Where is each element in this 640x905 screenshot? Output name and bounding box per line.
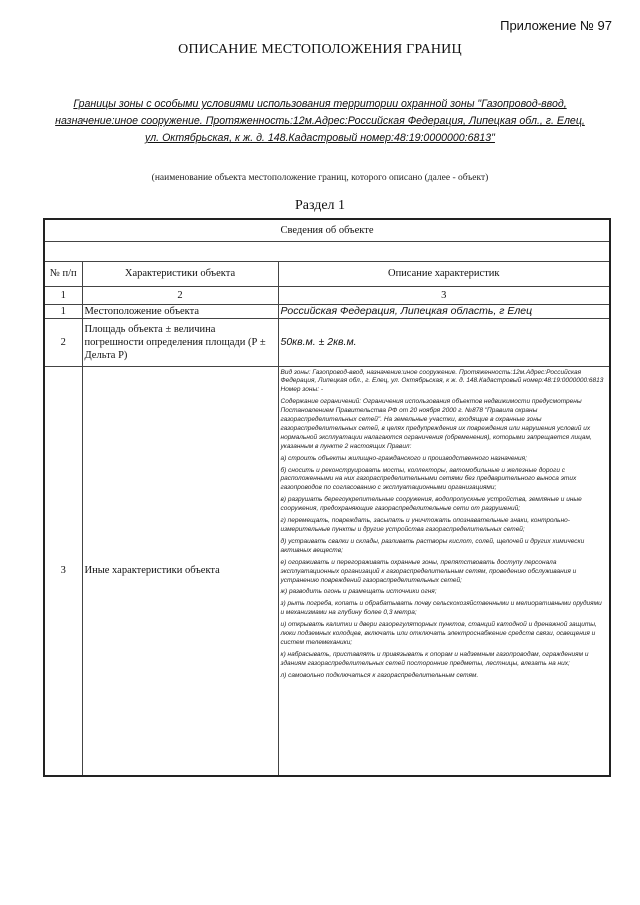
row-num: 3: [44, 366, 82, 776]
table-row: [44, 318, 610, 366]
restriction-paragraph: Вид зоны: Газопровод-ввод, назначение:иное сооружение. Протяженность:12м.Адрес:Российская Федерация, Липецкая обл., г. Елец, ул. Октябрьская, к ж. д. 148.Кадастровый номер:48:19:0000000:6813 Номер зоны: -: [280, 368, 604, 394]
restriction-paragraph: б) сносить и реконструировать мосты, коллекторы, автомобильные и железные дороги с расположенными на них газораспределительными сетями без предварительного выноса этих газопроводов по согласованию с эксплуатационными организациями;: [280, 466, 577, 492]
restriction-paragraph: л) самовольно подключаться к газораспределительным сетям.: [280, 671, 479, 679]
restriction-paragraph: Содержание ограничений: Ограничения использования объектов недвижимости предусмотрены Постановлением Правительства РФ от 20 ноября 2000 г. №878 "Правила охраны газораспределительных сетей". На земельные участки, входящие в охранные зоны газораспределительных сетей, в целях предупреждения их повреждения или нарушения условий их нормальной эксплуатации налагаются ограничения (обременения), которыми запрещается лицам, указанным в пункте 2 настоящих Правил:: [280, 398, 592, 450]
row-value: 50кв.м. ± 2кв.м.: [278, 318, 610, 366]
restriction-paragraph: и) открывать калитки и двери газорегуляторных пунктов, станций катодной и дренажной защиты, люки подземных колодцев, включать или отключать электроснабжение средств связи, освещения и систем телемеханики;: [280, 621, 597, 646]
index-cell: 1: [44, 286, 82, 304]
restriction-paragraph: г) перемещать, повреждать, засыпать и уничтожать опознавательные знаки, контрольно-измерительные пункты и другие устройства газораспределительных сетей;: [280, 517, 570, 533]
restriction-paragraph: к) набрасывать, приставлять и привязывать к опорам и надземным газопроводам, ограждениям и зданиям газораспределительных сетей посторонние предметы, лестницы, влезать на них;: [280, 650, 589, 667]
row-name: Площадь объекта ± величина погрешности определения площади (Р ± Дельта Р): [82, 318, 278, 366]
header-characteristic: Характеристики объекта: [82, 261, 278, 286]
object-caption: (наименование объекта местоположение границ, которого описано (далее - объект): [151, 173, 489, 183]
restriction-paragraph: в) разрушать берегоукрепительные сооружения, водопропускные устройства, земляные и иные сооружения, предохраняющие газораспределительные сети от разрушений;: [280, 496, 582, 513]
row-name: Местоположение объекта: [82, 304, 278, 318]
restriction-paragraph: е) огораживать и перегораживать охранные зоны, препятствовать доступу персонала эксплуатационных организаций к газораспределительным сетям, проведению обслуживания и устранению повреждений газораспределительных сетей;: [280, 558, 577, 584]
spacer-row: [44, 241, 610, 261]
section-title: Раздел 1: [294, 198, 346, 213]
table-row: [44, 366, 610, 776]
document-title: ОПИСАНИЕ МЕСТОПОЛОЖЕНИЯ ГРАНИЦ: [178, 42, 462, 57]
restriction-paragraph: з) рыть погреба, копать и обрабатывать почву сельскохозяйственными и мелиоративными орудиями и механизмами на глубину более 0,3 метра;: [280, 600, 602, 617]
header-description: Описание характеристик: [278, 261, 610, 286]
restriction-paragraph: а) строить объекты жилищно-гражданского и производственного назначения;: [280, 454, 527, 462]
object-description: Границы зоны с особыми условиями использования территории охранной зоны "Газопровод-ввод, назначение:иное сооружение. Протяженность:12м.Адрес:Российская Федерация, Липецкая обл., г. Елец, ул. Октябрьская, к ж. д. 148.Кадастровый номер:48:19:0000000:6813": [55, 98, 585, 144]
object-info-table: [43, 218, 611, 777]
index-cell: 3: [278, 286, 610, 304]
row-value: Российская Федерация, Липецкая область, г Елец: [278, 304, 610, 318]
appendix-number: Приложение № 97: [500, 18, 612, 33]
restriction-paragraph: ж) разводить огонь и размещать источники огня;: [280, 588, 437, 596]
row-num: 1: [44, 304, 82, 318]
index-cell: 2: [82, 286, 278, 304]
table-heading: Сведения об объекте: [44, 219, 610, 241]
row-value-other: [278, 366, 610, 776]
table-row: [44, 304, 610, 318]
header-num: № п/п: [44, 261, 82, 286]
row-num: 2: [44, 318, 82, 366]
row-name: Иные характеристики объекта: [82, 366, 278, 776]
restriction-paragraph: д) устраивать свалки и склады, разливать растворы кислот, солей, щелочей и других химически активных веществ;: [280, 537, 585, 554]
